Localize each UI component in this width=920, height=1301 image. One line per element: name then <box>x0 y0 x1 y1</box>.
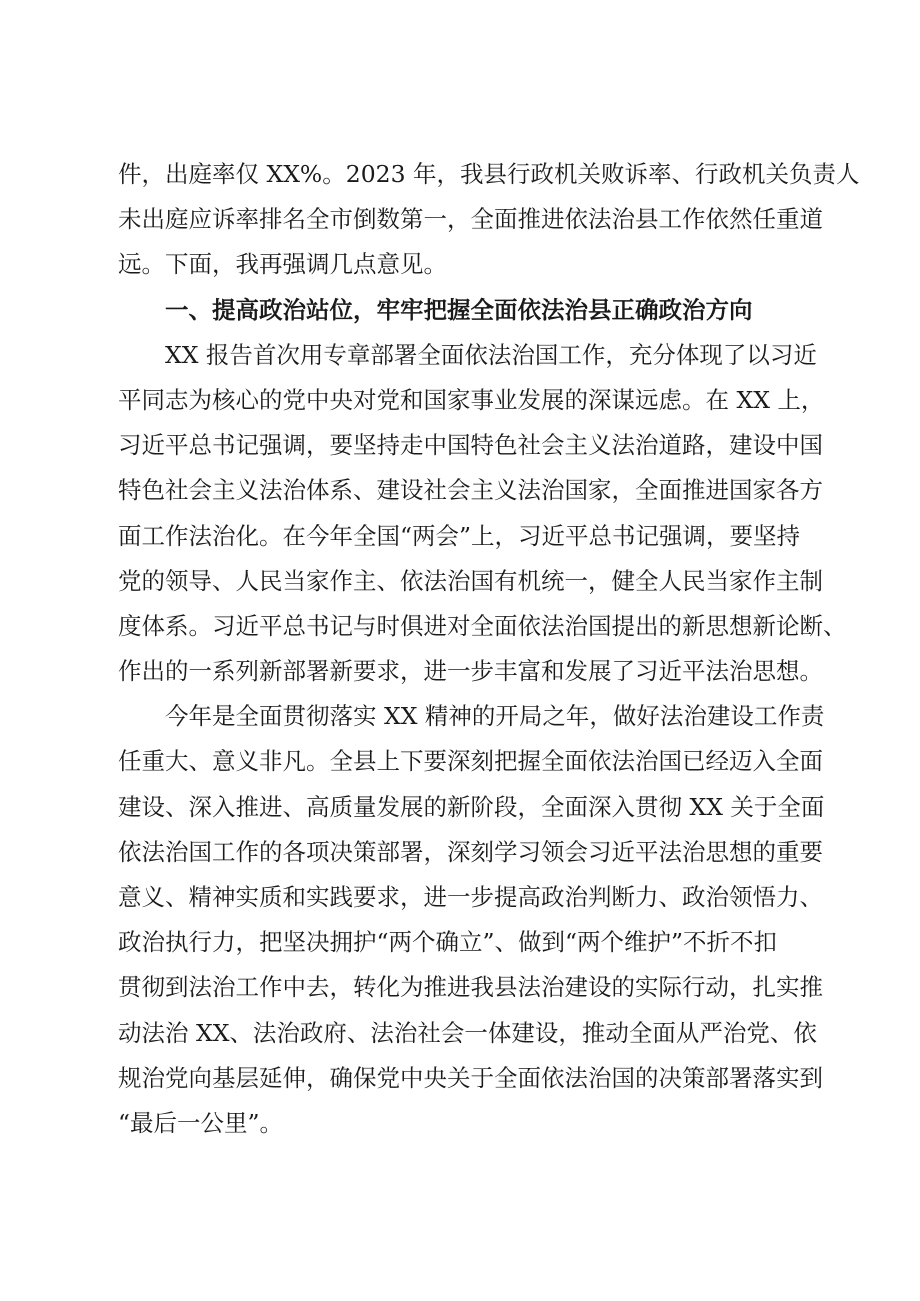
intro-line: 远。下面，我再强调几点意见。 <box>118 250 447 279</box>
paragraph-line: 规治党向基层延伸，确保党中央关于全面依法治国的决策部署落实到 <box>118 1063 823 1092</box>
paragraph-line: 平同志为核心的党中央对党和国家事业发展的深谋远虑。在 XX 上， <box>118 385 825 414</box>
paragraph-line: 意义、精神实质和实践要求，进一步提高政治判断力、政治领悟力、 <box>118 883 823 911</box>
paragraph-line: XX 报告首次用专章部署全面依法治国工作，充分体现了以习近 <box>165 340 817 369</box>
paragraph-line: 依法治国工作的各项决策部署，深刻学习领会习近平法治思想的重要 <box>118 837 823 866</box>
paragraph-line: 党的领导、人民当家作主、依法治国有机统一，健全人民当家作主制 <box>118 566 823 595</box>
paragraph-line: 政治执行力，把坚决拥护“两个确立”、做到“两个维护”不折不扣 <box>118 928 778 957</box>
paragraph-line: 面工作法治化。在今年全国“两会”上，习近平总书记强调，要坚持 <box>118 521 801 550</box>
paragraph-line: 习近平总书记强调，要坚持走中国特色社会主义法治道路，建设中国 <box>118 431 823 460</box>
paragraph-line: 任重大、意义非凡。全县上下要深刻把握全面依法治国已经迈入全面 <box>118 747 823 776</box>
document-body <box>118 152 860 1146</box>
intro-line: 件，出庭率仅 XX%。2023 年，我县行政机关败诉率、行政机关负责人 <box>118 160 860 188</box>
paragraph-line: 建设、深入推进、高质量发展的新阶段，全面深入贯彻 XX 关于全面 <box>118 792 825 821</box>
intro-line: 未出庭应诉率排名全市倒数第一，全面推进依法治县工作依然任重道 <box>118 205 823 234</box>
section-heading: 一、提高政治站位，牢牢把握全面依法治县正确政治方向 <box>165 295 753 324</box>
paragraph-line: “最后一公里”。 <box>118 1108 284 1137</box>
paragraph-line: 贯彻到法治工作中去，转化为推进我县法治建设的实际行动，扎实推 <box>118 973 823 1002</box>
paragraph-line: 度体系。习近平总书记与时俱进对全面依法治国提出的新思想新论断、 <box>118 611 847 640</box>
paragraph-line: 今年是全面贯彻落实 XX 精神的开局之年，做好法治建设工作责 <box>165 702 825 731</box>
paragraph-line: 特色社会主义法治体系、建设社会主义法治国家，全面推进国家各方 <box>118 476 823 505</box>
paragraph-line: 作出的一系列新部署新要求，进一步丰富和发展了习近平法治思想。 <box>118 657 823 686</box>
paragraph-line: 动法治 XX、法治政府、法治社会一体建设，推动全面从严治党、依 <box>118 1018 817 1047</box>
